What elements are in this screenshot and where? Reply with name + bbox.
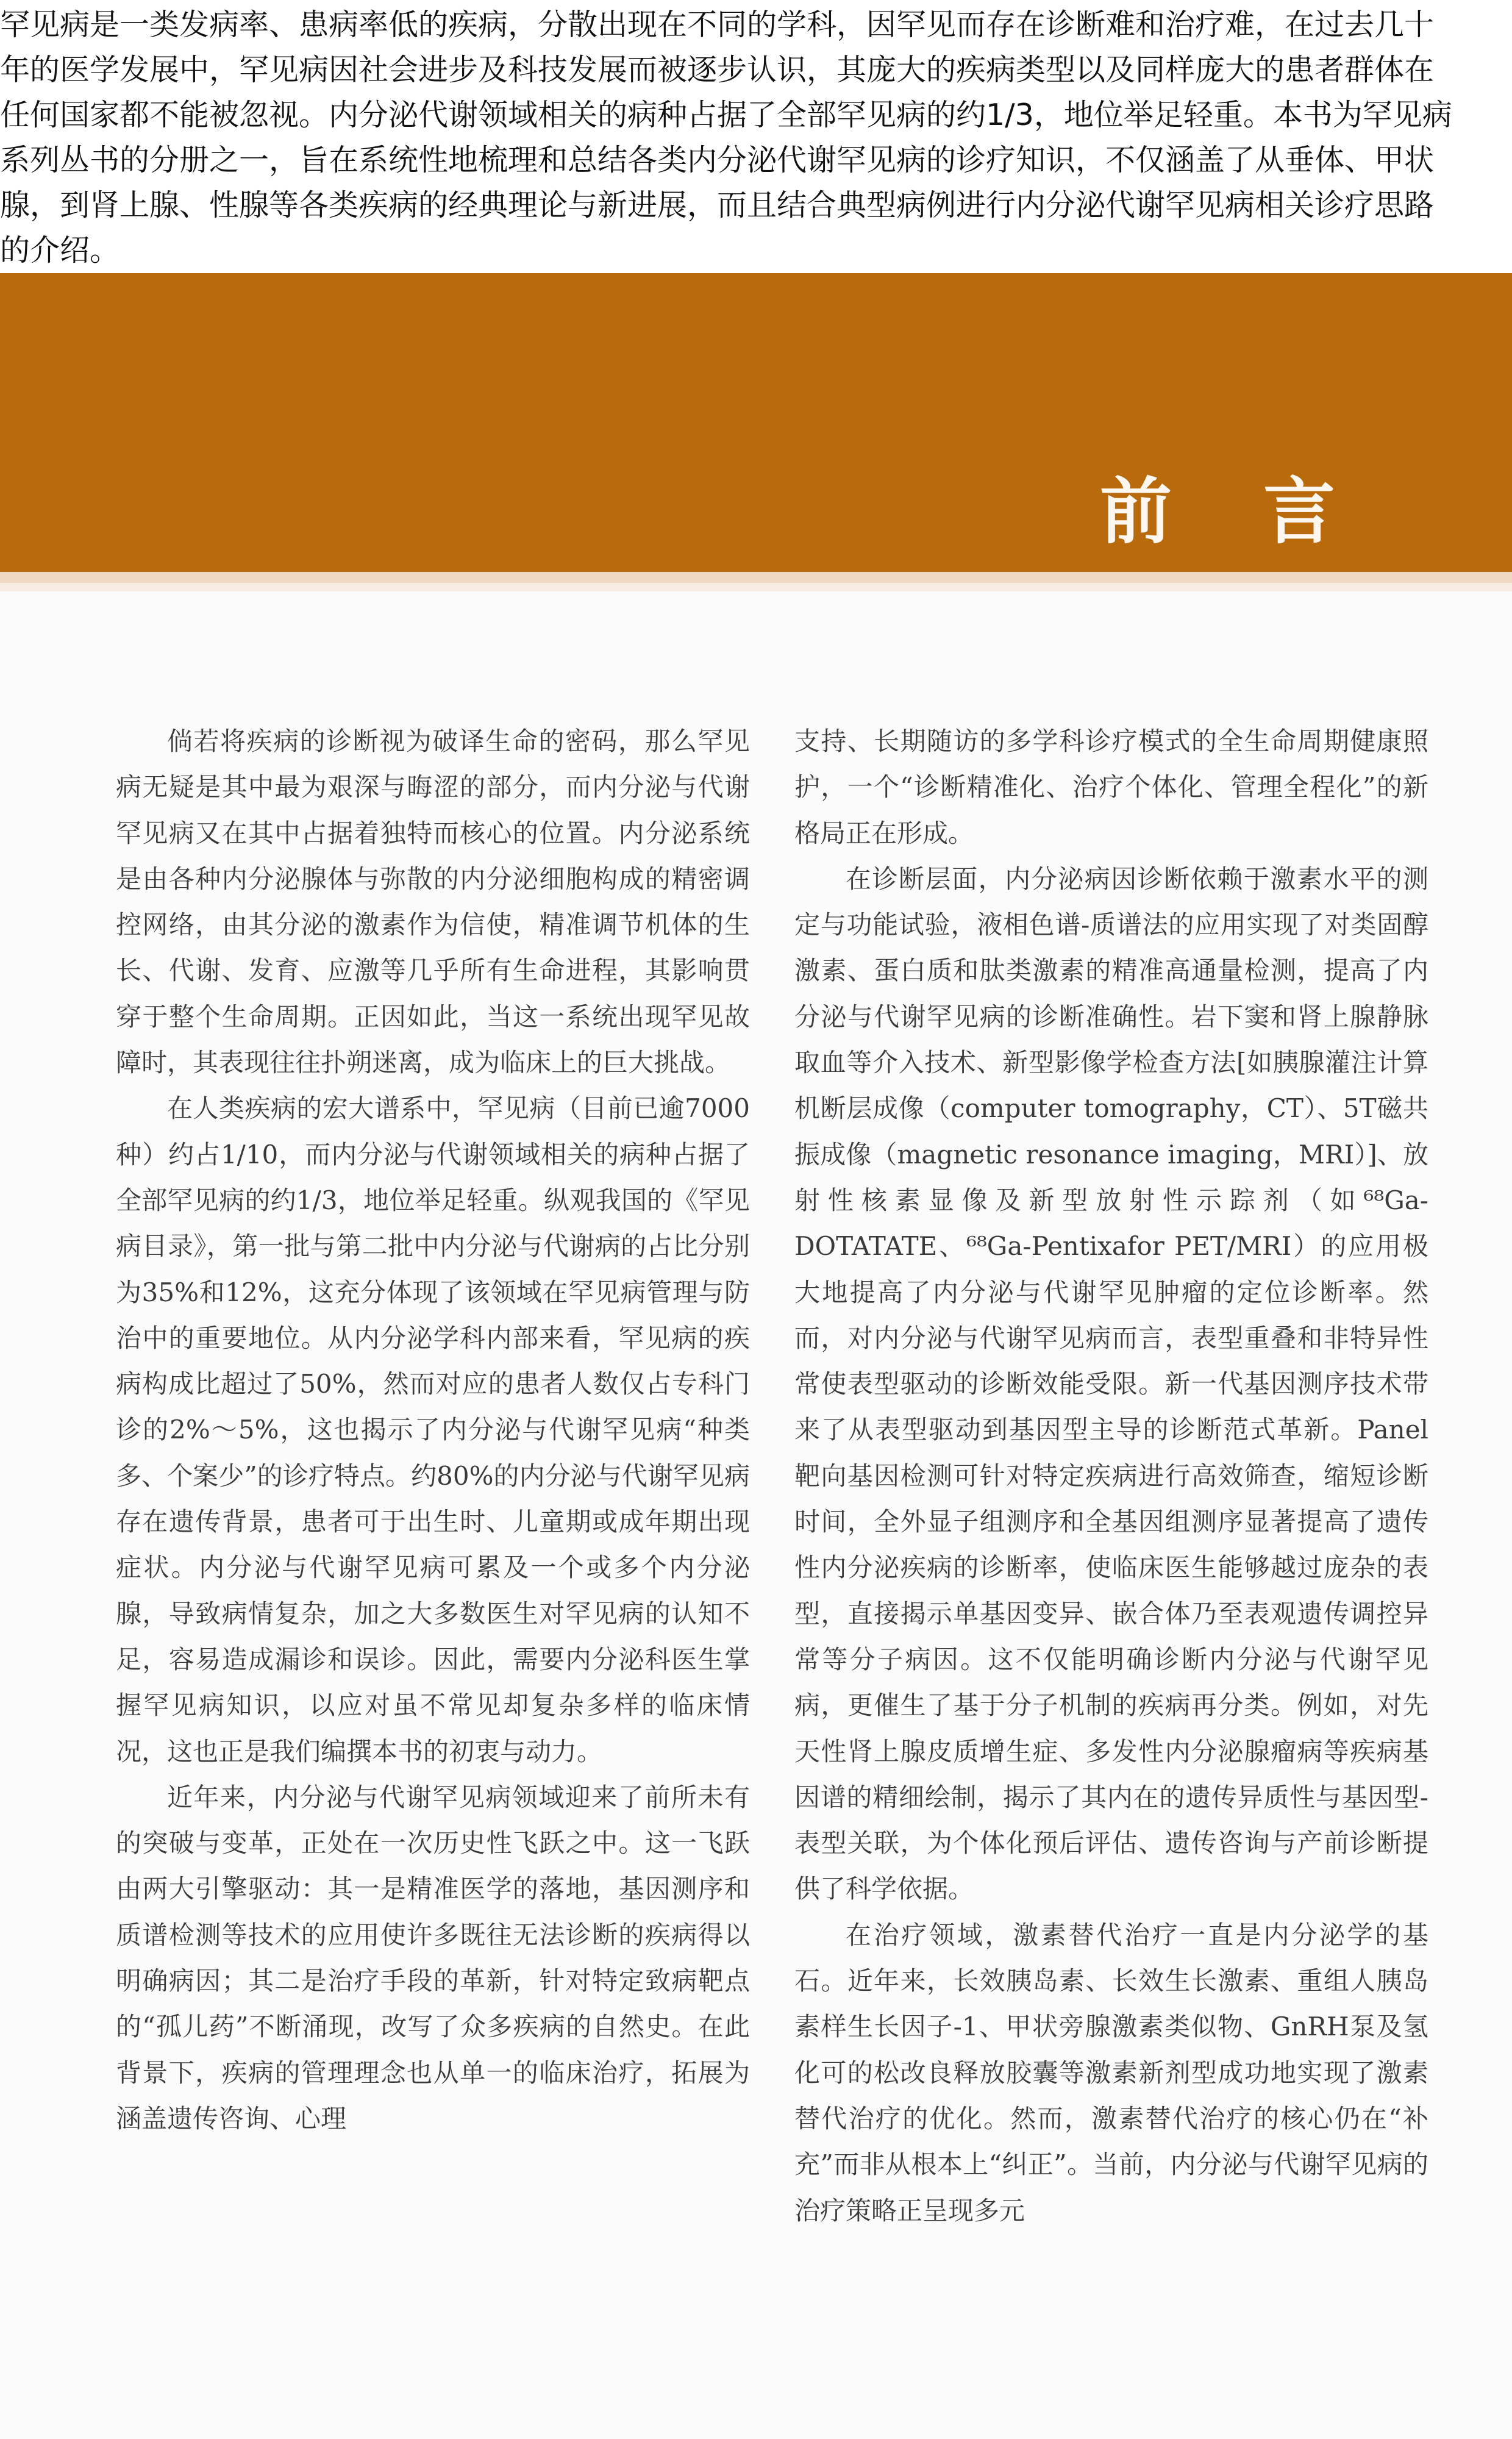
left-column [116,718,750,2141]
chapter-banner [0,273,1512,572]
paragraph: 在诊断层面，内分泌病因诊断依赖于激素水平的测定与功能试验，液相色谱-质谱法的应用实现了对类固醇激素、蛋白质和肽类激素的精准高通量检测，提高了内分泌与代谢罕见病的诊断准确性。岩下窦和肾上腺静脉取血等介入技术、新型影像学检查方法[如胰腺灌注计算机断层成像（computer tomography，CT）、5T磁共振成像（magnetic resonance imaging，MRI）]、放射性核素显像及新型放射性示踪剂（如⁶⁸Ga-DOTATATE、⁶⁸Ga-Pentixafor PET/MRI）的应用极大地提高了内分泌与代谢罕见肿瘤的定位诊断率。然而，对内分泌与代谢罕见病而言，表型重叠和非特异性常使表型驱动的诊断效能受限。新一代基因测序技术带来了从表型驱动到基因型主导的诊断范式革新。Panel靶向基因检测可针对特定疾病进行高效筛查，缩短诊断时间，全外显子组测序和全基因组测序显著提高了遗传性内分泌疾病的诊断率，使临床医生能够越过庞杂的表型，直接揭示单基因变异、嵌合体乃至表观遗传调控异常等分子病因。这不仅能明确诊断内分泌与代谢罕见病，更催生了基于分子机制的疾病再分类。例如，对先天性肾上腺皮质增生症、多发性内分泌腺瘤病等疾病基因谱的精细绘制，揭示了其内在的遗传异质性与基因型-表型关联，为个体化预后评估、遗传咨询与产前诊断提供了科学依据。 [794,863,1428,1904]
paragraph: 在人类疾病的宏大谱系中，罕见病（目前已逾7000种）约占1/10，而内分泌与代谢领域相关的病种占据了全部罕见病的约1/3，地位举足轻重。纵观我国的《罕见病目录》，第一批与第二批中内分泌与代谢病的占比分别为35%和12%，这充分体现了该领域在罕见病管理与防治中的重要地位。从内分泌学科内部来看，罕见病的疾病构成比超过了50%，然而对应的患者人数仅占专科门诊的2%～5%，这也揭示了内分泌与代谢罕见病“种类多、个案少”的诊疗特点。约80%的内分泌与代谢罕见病存在遗传背景，患者可于出生时、儿童期或成年期出现症状。内分泌与代谢罕见病可累及一个或多个内分泌腺，导致病情复杂，加之大多数医生对罕见病的认知不足，容易造成漏诊和误诊。因此，需要内分泌科医生掌握罕见病知识，以应对虽不常见却复杂多样的临床情况，这也正是我们编撰本书的初衷与动力。 [116,1093,750,1766]
right-column [794,718,1428,2234]
paragraph: 在治疗领域，激素替代治疗一直是内分泌学的基石。近年来，长效胰岛素、长效生长激素、重组人胰岛素样生长因子-1、甲状旁腺激素类似物、GnRH泵及氢化可的松改良释放胶囊等激素新剂型成功地实现了激素替代治疗的优化。然而，激素替代治疗的核心仍在“补充”而非从根本上“纠正”。当前，内分泌与代谢罕见病的治疗策略正呈现多元 [794,1919,1428,2226]
chapter-title: 前言 [1099,469,1427,554]
paragraph: 近年来，内分泌与代谢罕见病领域迎来了前所未有的突破与变革，正处在一次历史性飞跃之中。这一飞跃由两大引擎驱动：其一是精准医学的落地，基因测序和质谱检测等技术的应用使许多既往无法诊断的疾病得以明确病因；其二是治疗手段的革新，针对特定致病靶点的“孤儿药”不断涌现，改写了众多疾病的自然史。在此背景下，疾病的管理理念也从单一的临床治疗，拓展为涵盖遗传咨询、心理 [116,1782,750,2134]
banner-divider-light [0,583,1512,591]
banner-divider [0,572,1512,583]
paragraph: 倘若将疾病的诊断视为破译生命的密码，那么罕见病无疑是其中最为艰深与晦涩的部分，而内分泌与代谢罕见病又在其中占据着独特而核心的位置。内分泌系统是由各种内分泌腺体与弥散的内分泌细胞构成的精密调控网络，由其分泌的激素作为信使，精准调节机体的生长、代谢、发育、应激等几乎所有生命进程，其影响贯穿于整个生命周期。正因如此，当这一系统出现罕见故障时，其表现往往扑朔迷离，成为临床上的巨大挑战。 [116,726,750,1078]
paragraph-continued: 支持、长期随访的多学科诊疗模式的全生命周期健康照护，一个“诊断精准化、治疗个体化、管理全程化”的新格局正在形成。 [794,726,1428,848]
intro-paragraph: 罕见病是一类发病率、患病率低的疾病，分散出现在不同的学科，因罕见而存在诊断难和治疗难，在过去几十年的医学发展中，罕见病因社会进步及科技发展而被逐步认识，其庞大的疾病类型以及同样庞大的患者群体在任何国家都不能被忽视。内分泌代谢领域相关的病种占据了全部罕见病的约1/3，地位举足轻重。本书为罕见病系列丛书的分册之一，旨在系统性地梳理和总结各类内分泌代谢罕见病的诊疗知识，不仅涵盖了从垂体、甲状腺，到肾上腺、性腺等各类疾病的经典理论与新进展，而且结合典型病例进行内分泌代谢罕见病相关诊疗思路的介绍。 [0,7,1452,268]
